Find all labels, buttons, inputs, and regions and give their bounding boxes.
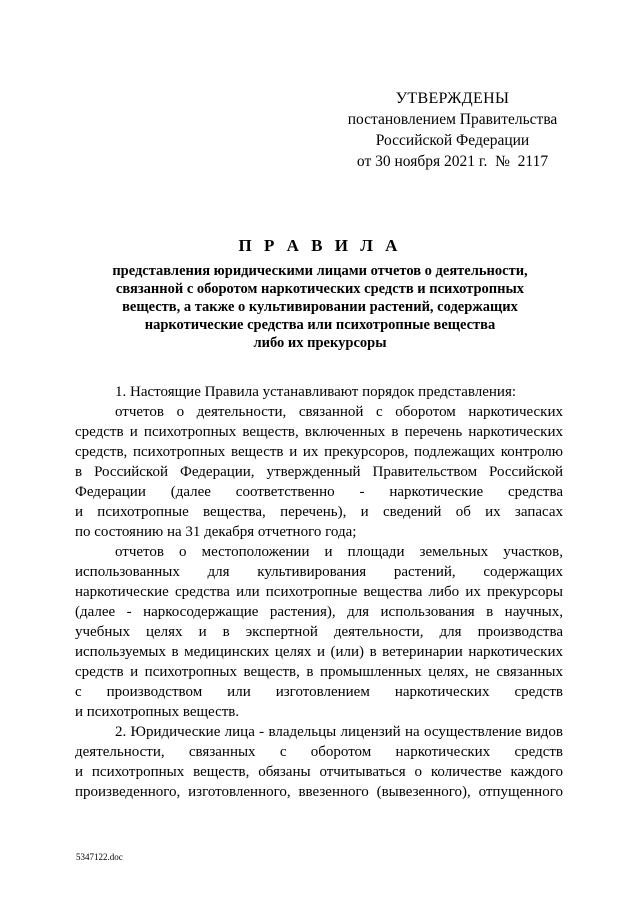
document-title: П Р А В И Л А: [238, 236, 402, 255]
paragraph-line: отчетов о местоположении и площади земельных участков,: [115, 544, 563, 560]
subtitle-line: наркотические средства или психотропные вещества: [144, 317, 496, 333]
paragraph-line: и психотропных веществ, обязаны отчитываться о количестве каждого: [75, 764, 563, 780]
paragraph-line: используемых в медицинских целях и (или) в ветеринарии наркотических: [75, 644, 563, 660]
subtitle-line: либо их прекурсоры: [253, 335, 387, 351]
paragraph-line: и психотропные вещества, перечень), и сведений об их запасах: [75, 504, 563, 520]
file-name-footer: 5347122.doc: [76, 852, 123, 862]
subtitle-line: представления юридическими лицами отчетов о деятельности,: [112, 263, 528, 279]
paragraph-1-line: 1. Настоящие Правила устанавливают порядок представления:: [115, 384, 517, 400]
approval-block: [345, 88, 560, 172]
paragraph-line: деятельности, связанных с оборотом наркотических средств: [75, 744, 563, 760]
paragraph-line: средств и психотропных веществ, включенных в перечень наркотических: [75, 424, 563, 440]
paragraph-line: средств и психотропных веществ, в промышленных целях, не связанных: [75, 664, 563, 680]
paragraph-line: по состоянию на 31 декабря отчетного года;: [75, 524, 357, 540]
paragraph-line: отчетов о деятельности, связанной с оборотом наркотических: [115, 404, 563, 420]
approval-line-2: Российской Федерации: [375, 132, 530, 149]
paragraph-line: учебных целях и в экспертной деятельности, для производства: [75, 624, 563, 640]
subtitle-line: связанной с оборотом наркотических средств и психотропных: [115, 281, 525, 297]
approval-line-1: постановлением Правительства: [347, 111, 558, 128]
subtitle-line: веществ, а также о культивировании растений, содержащих: [122, 299, 518, 315]
paragraph-line: произведенного, изготовленного, ввезенного (вывезенного), отпущенного: [75, 784, 563, 800]
paragraph-line: с производством или изготовлением наркотических средств: [75, 684, 563, 700]
document-body: [75, 382, 563, 802]
paragraph-line: в Российской Федерации, утвержденный Правительством Российской: [75, 464, 563, 480]
paragraph-line: наркотические средства или психотропные вещества либо их прекурсоры: [75, 584, 563, 600]
paragraph-line: использованных для культивирования растений, содержащих: [75, 564, 563, 580]
paragraph-line: Федерации (далее соответственно - наркотические средства: [75, 484, 563, 500]
paragraph-line: (далее - наркосодержащие растения), для использования в научных,: [75, 604, 563, 620]
document-subtitle: [100, 262, 540, 352]
approval-heading: УТВЕРЖДЕНЫ: [395, 90, 510, 107]
paragraph-line: средств, психотропных веществ и их прекурсоров, подлежащих контролю: [75, 444, 563, 460]
paragraph-2-line: 2. Юридические лица - владельцы лицензий на осуществление видов: [115, 724, 563, 740]
approval-date-number: от 30 ноября 2021 г. № 2117: [356, 153, 549, 170]
paragraph-line: и психотропных веществ.: [75, 704, 240, 720]
